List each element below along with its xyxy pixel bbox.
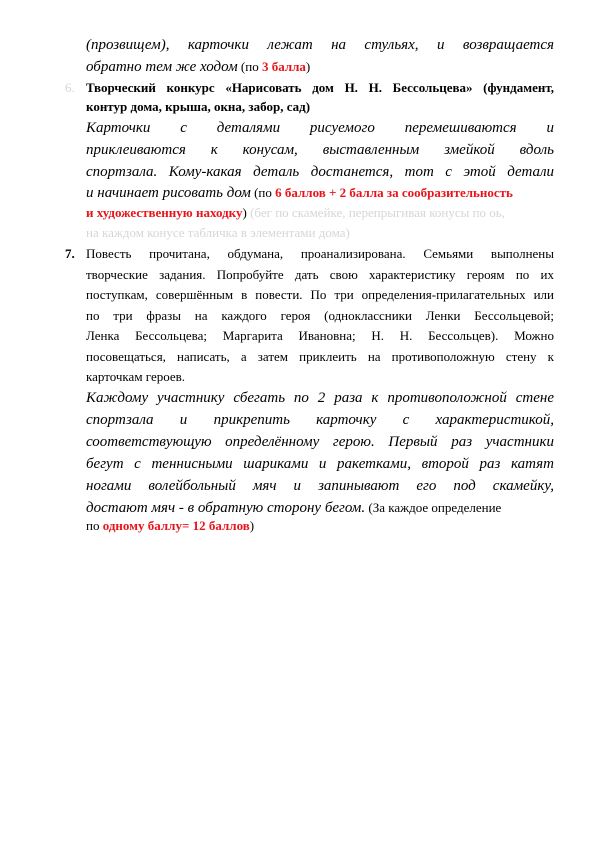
text: приклеиваются к конусам, выставленным змейкой вдоль xyxy=(86,142,554,158)
item7-line-7 xyxy=(86,369,554,384)
score-highlight: и художественную находку xyxy=(86,205,243,220)
list-number: 7. xyxy=(65,246,75,261)
text: ) xyxy=(249,518,255,533)
text: и начинает рисовать дом xyxy=(86,185,251,201)
item6-line-1 xyxy=(86,80,554,95)
score-highlight: 3 балла xyxy=(261,59,306,74)
item7-line-6 xyxy=(86,349,554,364)
score-highlight: одному баллу= 12 баллов xyxy=(102,518,250,533)
text: по xyxy=(86,518,103,533)
text: обратно тем же ходом xyxy=(86,59,238,75)
item7-italic-1 xyxy=(86,389,554,407)
list-number: 6. xyxy=(65,80,75,95)
item7-italic-5 xyxy=(86,477,554,495)
item7-italic-4 xyxy=(86,455,554,473)
item7-italic-2 xyxy=(86,411,554,429)
text: ) xyxy=(242,205,247,220)
item7-italic-3 xyxy=(86,433,554,451)
item6-line-5 xyxy=(86,205,554,220)
item6-italic-3 xyxy=(86,163,554,181)
text: по три фразы на каждого героя (одноклассники Ленки Бессольцевой; xyxy=(86,308,554,323)
text: Каждому участнику сбегать по 2 раза к противоположной стене xyxy=(86,390,554,406)
text: карточкам героев. xyxy=(86,369,186,384)
item6-italic-4 xyxy=(86,184,554,202)
faded-text: на каждом конусе табличка в элементами дома) xyxy=(86,225,350,240)
text: Карточки с деталями рисуемого перемешиваются и xyxy=(86,120,554,136)
text: контур дома, крыша, окна, забор, сад) xyxy=(86,99,311,114)
item6-line-2 xyxy=(86,99,554,114)
text: Творческий конкурс «Нарисовать дом Н. Н. Бессольцева» (фундамент, xyxy=(86,80,554,95)
text: ногами волейбольный мяч и запинывают его под скамейку, xyxy=(86,478,554,494)
text: соответствующую определённому герою. Первый раз участники xyxy=(86,434,554,450)
text: (прозвищем), карточки лежат на стульях, и возвращается xyxy=(86,37,554,53)
text: бегут с теннисными шариками и ракетками, второй раз катят xyxy=(86,456,554,472)
text: спортзала и прикрепить карточку с характеристикой, xyxy=(86,412,554,428)
item7-line-5 xyxy=(86,328,554,343)
text: творческие задания. Попробуйте дать свою характеристику героям по их xyxy=(86,267,554,282)
score-highlight: 6 баллов + 2 балла за сообразительность xyxy=(275,185,513,200)
text: Повесть прочитана, обдумана, проанализирована. Семьями выполнены xyxy=(86,246,554,261)
item6-line-6 xyxy=(86,225,554,240)
faded-text: (бег по скамейке, перепрыгивая конусы по оь, xyxy=(246,205,505,220)
text: поступкам, совершённым в повести. По три определения-прилагательных или xyxy=(86,287,554,302)
item7-line-2 xyxy=(86,267,554,282)
text: спортзала. Кому-какая деталь достанется, тот с этой детали xyxy=(86,164,554,180)
line-2 xyxy=(86,58,554,76)
text: ) xyxy=(305,59,311,74)
text: посовещаться, написать, а затем приклеить на противоположную стену к xyxy=(86,349,554,364)
text: (по xyxy=(250,185,276,200)
item7-line-3 xyxy=(86,287,554,302)
text: (За каждое определение xyxy=(365,500,502,515)
item6-italic-1 xyxy=(86,119,554,137)
line-1 xyxy=(86,36,554,54)
item6-italic-2 xyxy=(86,141,554,159)
item7-italic-6 xyxy=(86,499,554,517)
text: Ленка Бессольцева; Маргарита Ивановна; Н. Н. Бессольцев). Можно xyxy=(86,328,554,343)
item7-line-4 xyxy=(86,308,554,323)
text: достают мяч - в обратную сторону бегом. xyxy=(86,500,366,516)
item7-line-score xyxy=(86,518,554,533)
text: (по xyxy=(237,59,262,74)
item7-line-1 xyxy=(86,246,554,261)
